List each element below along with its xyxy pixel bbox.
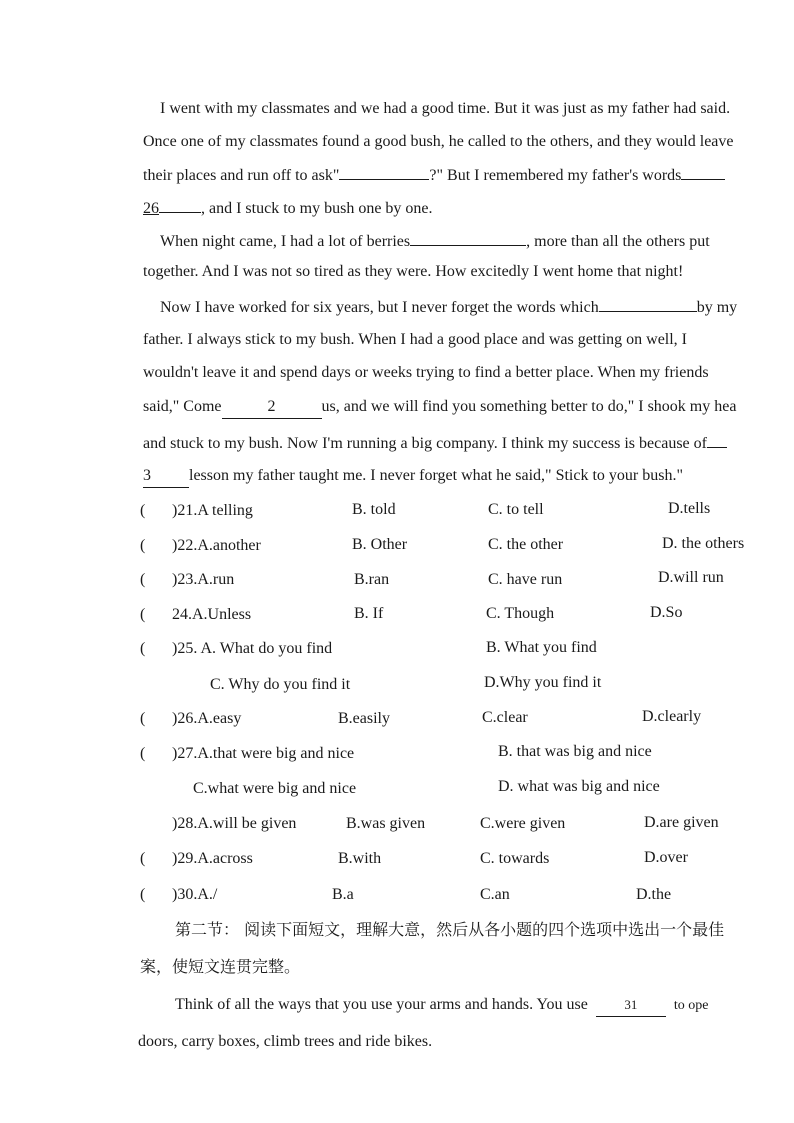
passage-line-9: wouldn't leave it and spend days or weeks trying to find a better place. When my friends: [143, 364, 709, 381]
option-a[interactable]: )30.A./: [172, 886, 218, 903]
section2-line-1: [175, 994, 708, 1017]
option-c[interactable]: C.an: [480, 886, 510, 903]
passage-text: Now I have worked for six years, but I never forget the words which: [160, 299, 599, 316]
option-c[interactable]: C.clear: [482, 709, 528, 726]
option-b[interactable]: B.ran: [354, 571, 390, 588]
passage-text: , more than all the others put: [526, 233, 710, 250]
passage-text: us, and we will find you something better to do," I shook my hea: [321, 398, 737, 415]
answer-blank: [681, 163, 725, 180]
passage-line-3: [143, 163, 725, 187]
passage-line-8: father. I always stick to my bush. When I had a good place and was getting on well, I: [143, 331, 688, 348]
option-a[interactable]: )21.A telling: [172, 502, 253, 519]
passage-line-7: [160, 295, 737, 319]
option-c[interactable]: C. to tell: [488, 501, 544, 518]
option-a[interactable]: )25. A. What do you find: [172, 640, 333, 657]
section2-line-2: doors, carry boxes, climb trees and ride bikes.: [138, 1033, 433, 1050]
passage-line-10: [143, 396, 736, 419]
option-c[interactable]: C. Why do you find it: [210, 676, 351, 693]
option-a[interactable]: )29.A.across: [172, 850, 253, 867]
answer-blank: [159, 196, 201, 213]
option-a[interactable]: 24.A.Unless: [172, 606, 252, 623]
passage-text: and stuck to my bush. Now I'm running a big company. I think my success is because of: [143, 435, 707, 452]
passage-line-11: [143, 431, 727, 455]
passage-text: to ope: [673, 998, 709, 1013]
option-a[interactable]: )26.A.easy: [172, 710, 242, 727]
passage-line-6: together. And I was not so tired as they were. How excitedly I went home that night!: [143, 263, 684, 280]
answer-blank: [599, 295, 697, 312]
blank-number: 26: [143, 200, 159, 217]
option-c[interactable]: C. the other: [488, 536, 564, 553]
blank-number: 3: [143, 467, 151, 484]
answer-paren[interactable]: (: [140, 886, 146, 903]
option-c[interactable]: C. have run: [488, 571, 563, 588]
passage-text: by my: [696, 299, 738, 316]
option-c[interactable]: C.what were big and nice: [193, 780, 357, 797]
passage-text: , and I stuck to my bush one by one.: [201, 200, 433, 217]
option-d[interactable]: D.over: [644, 849, 688, 866]
passage-line-1: I went with my classmates and we had a good time. But it was just as my father had said.: [160, 100, 731, 117]
option-b[interactable]: B.with: [338, 850, 382, 867]
option-a[interactable]: )28.A.will be given: [172, 815, 297, 832]
option-c[interactable]: C. towards: [480, 850, 550, 867]
option-b[interactable]: B. that was big and nice: [498, 743, 652, 760]
option-b[interactable]: B.a: [332, 886, 354, 903]
passage-text: said," Come: [143, 398, 222, 415]
blank-number: 2: [267, 398, 276, 415]
option-b[interactable]: B.was given: [346, 815, 426, 832]
answer-paren[interactable]: (: [140, 606, 146, 623]
option-c[interactable]: C. Though: [486, 605, 555, 622]
answer-paren[interactable]: (: [140, 537, 146, 554]
answer-paren[interactable]: (: [140, 850, 146, 867]
option-b[interactable]: B. told: [352, 501, 396, 518]
passage-text: lesson my father taught me. I never forget what he said," Stick to your bush.": [189, 467, 683, 484]
passage-line-2: Once one of my classmates found a good bush, he called to the others, and they would leave: [143, 133, 734, 150]
option-c[interactable]: C.were given: [480, 815, 566, 832]
passage-text: ?" But I remembered my father's words: [429, 167, 682, 184]
answer-paren[interactable]: (: [140, 571, 146, 588]
option-a[interactable]: )22.A.another: [172, 537, 261, 554]
option-a[interactable]: )23.A.run: [172, 571, 235, 588]
answer-blank: [410, 229, 526, 246]
option-d[interactable]: D.the: [636, 886, 672, 903]
answer-blank: [707, 431, 727, 448]
answer-paren[interactable]: (: [140, 745, 146, 762]
option-d[interactable]: D.tells: [668, 500, 711, 517]
answer-paren[interactable]: (: [140, 640, 146, 657]
option-b[interactable]: B. Other: [352, 536, 408, 553]
option-b[interactable]: B. What you find: [486, 639, 597, 656]
passage-text: Think of all the ways that you use your arms and hands. You use: [175, 996, 588, 1013]
option-b[interactable]: B.easily: [338, 710, 390, 727]
option-d[interactable]: D.are given: [644, 814, 719, 831]
option-d[interactable]: D.Why you find it: [484, 674, 602, 691]
option-d[interactable]: D.clearly: [642, 708, 702, 725]
passage-line-4: [143, 196, 433, 220]
answer-blank: [339, 163, 429, 180]
blank-number: 31: [624, 997, 638, 1012]
section-heading: 第二节： 阅读下面短文，理解大意，然后从各小题的四个选项中选出一个最佳: [175, 920, 725, 939]
passage-line-12: [143, 465, 683, 488]
option-d[interactable]: D.will run: [658, 569, 724, 586]
passage-line-5: [160, 229, 710, 253]
answer-paren[interactable]: (: [140, 710, 146, 727]
option-d[interactable]: D. the others: [662, 535, 745, 552]
answer-paren[interactable]: (: [140, 502, 146, 519]
passage-text: When night came, I had a lot of berries: [160, 233, 411, 250]
section-heading-continued: 案，使短文连贯完整。: [140, 957, 301, 976]
option-d[interactable]: D. what was big and nice: [498, 778, 660, 795]
option-a[interactable]: )27.A.that were big and nice: [172, 745, 355, 762]
option-b[interactable]: B. If: [354, 605, 384, 622]
passage-text: their places and run off to ask": [143, 167, 340, 184]
option-d[interactable]: D.So: [650, 604, 683, 621]
